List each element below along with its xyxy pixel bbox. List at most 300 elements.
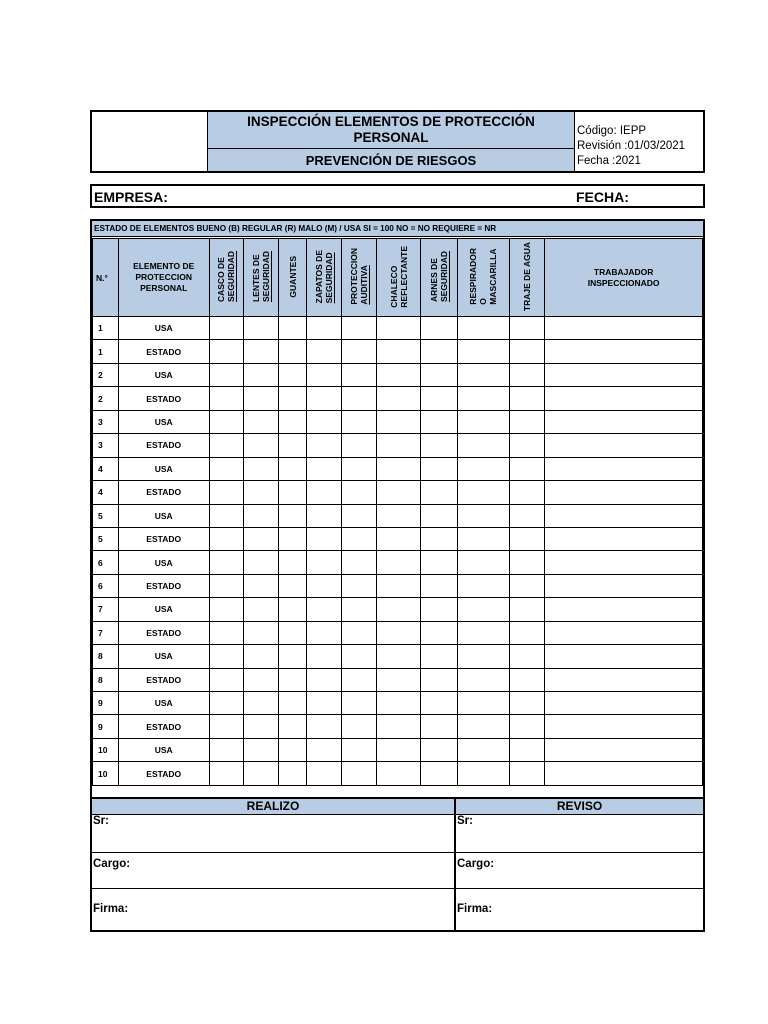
row-number: 9 [93,692,119,715]
cell-proteccion[interactable] [341,317,377,340]
table-row [93,481,703,504]
row-type: ESTADO [118,762,209,785]
document-header [90,110,705,173]
cell-casco[interactable] [209,504,244,527]
row-type: ESTADO [118,387,209,410]
cell-trabajador[interactable] [545,387,703,410]
table-row [93,645,703,668]
cell-lentes[interactable] [244,668,279,691]
row-type: ESTADO [118,527,209,550]
cell-arnes[interactable] [421,340,458,363]
row-number: 5 [93,527,119,550]
cell-proteccion[interactable] [341,645,377,668]
reviso-cargo-field[interactable] [456,853,703,889]
cell-chaleco[interactable] [377,762,421,785]
cell-trabajador[interactable] [545,762,703,785]
table-row [93,668,703,691]
table-row [93,434,703,457]
cell-casco[interactable] [209,692,244,715]
row-number: 9 [93,715,119,738]
cell-lentes[interactable] [244,363,279,386]
col-element: ELEMENTO DE PROTECCION PERSONAL [118,239,209,317]
cell-respirador[interactable] [457,481,509,504]
cell-casco[interactable] [209,645,244,668]
realizo-cargo-field[interactable] [92,853,454,889]
cell-proteccion[interactable] [341,551,377,574]
cell-casco[interactable] [209,457,244,480]
cell-lentes[interactable] [244,621,279,644]
cell-trabajador[interactable] [545,645,703,668]
cell-proteccion[interactable] [341,527,377,550]
cell-arnes[interactable] [421,317,458,340]
col-chaleco: CHALECO REFLECTANTE [377,239,421,317]
cell-arnes[interactable] [421,527,458,550]
cell-guantes[interactable] [279,410,307,433]
row-type: ESTADO [118,574,209,597]
cell-trabajador[interactable] [545,574,703,597]
cell-proteccion[interactable] [341,504,377,527]
cell-trabajador[interactable] [545,363,703,386]
cell-zapatos[interactable] [306,363,341,386]
cell-casco[interactable] [209,363,244,386]
cell-zapatos[interactable] [306,317,341,340]
cell-respirador[interactable] [457,410,509,433]
cell-guantes[interactable] [279,762,307,785]
cell-traje[interactable] [509,715,545,738]
cell-chaleco[interactable] [377,621,421,644]
cell-arnes[interactable] [421,762,458,785]
col-number: N.° [93,239,119,317]
cell-chaleco[interactable] [377,738,421,761]
cell-zapatos[interactable] [306,668,341,691]
cell-proteccion[interactable] [341,387,377,410]
table-row [93,738,703,761]
cell-chaleco[interactable] [377,551,421,574]
cell-casco[interactable] [209,410,244,433]
cell-casco[interactable] [209,551,244,574]
row-type: USA [118,504,209,527]
col-lentes: LENTES DE SEGURIDAD [244,239,279,317]
cell-lentes[interactable] [244,762,279,785]
cell-zapatos[interactable] [306,527,341,550]
cell-trabajador[interactable] [545,598,703,621]
cell-respirador[interactable] [457,762,509,785]
cell-chaleco[interactable] [377,645,421,668]
document-title: INSPECCIÓN ELEMENTOS DE PROTECCIÓN PERSONAL [208,112,575,149]
cell-proteccion[interactable] [341,598,377,621]
cell-respirador[interactable] [457,715,509,738]
cell-zapatos[interactable] [306,387,341,410]
row-type: USA [118,457,209,480]
cell-arnes[interactable] [421,387,458,410]
cell-proteccion[interactable] [341,692,377,715]
table-row [93,527,703,550]
table-row [93,457,703,480]
cell-proteccion[interactable] [341,668,377,691]
cell-traje[interactable] [509,621,545,644]
table-row [93,692,703,715]
cell-arnes[interactable] [421,363,458,386]
cell-zapatos[interactable] [306,481,341,504]
cell-casco[interactable] [209,340,244,363]
cell-guantes[interactable] [279,598,307,621]
cell-traje[interactable] [509,762,545,785]
cell-proteccion[interactable] [341,481,377,504]
cell-lentes[interactable] [244,645,279,668]
cell-arnes[interactable] [421,574,458,597]
row-number: 7 [93,598,119,621]
cell-traje[interactable] [509,434,545,457]
cell-respirador[interactable] [457,645,509,668]
cell-lentes[interactable] [244,715,279,738]
cell-casco[interactable] [209,434,244,457]
cell-proteccion[interactable] [341,738,377,761]
cell-guantes[interactable] [279,481,307,504]
realizo-cargo-label: Cargo: [93,858,131,870]
cell-trabajador[interactable] [545,668,703,691]
document-subtitle: PREVENCIÓN DE RIESGOS [208,149,575,171]
col-zapatos: ZAPATOS DE SEGURIDAD [306,239,341,317]
row-type: USA [118,363,209,386]
inspection-rows [93,317,703,786]
cell-lentes[interactable] [244,504,279,527]
cell-traje[interactable] [509,504,545,527]
cell-chaleco[interactable] [377,457,421,480]
cell-casco[interactable] [209,574,244,597]
cell-respirador[interactable] [457,434,509,457]
cell-respirador[interactable] [457,387,509,410]
cell-trabajador[interactable] [545,340,703,363]
row-number: 2 [93,387,119,410]
row-type: USA [118,645,209,668]
inspection-table [92,238,703,786]
cell-arnes[interactable] [421,551,458,574]
company-label: EMPRESA: [94,189,168,205]
cell-arnes[interactable] [421,738,458,761]
row-type: USA [118,317,209,340]
cell-respirador[interactable] [457,363,509,386]
row-type: ESTADO [118,434,209,457]
reviso-firma-label: Firma: [457,903,493,915]
cell-respirador[interactable] [457,551,509,574]
cell-casco[interactable] [209,668,244,691]
cell-zapatos[interactable] [306,551,341,574]
cell-zapatos[interactable] [306,762,341,785]
cell-guantes[interactable] [279,340,307,363]
cell-arnes[interactable] [421,481,458,504]
cell-zapatos[interactable] [306,645,341,668]
cell-trabajador[interactable] [545,527,703,550]
cell-guantes[interactable] [279,621,307,644]
cell-traje[interactable] [509,738,545,761]
cell-guantes[interactable] [279,574,307,597]
reviso-sr-label: Sr: [457,815,473,827]
cell-proteccion[interactable] [341,457,377,480]
cell-trabajador[interactable] [545,481,703,504]
table-row [93,340,703,363]
cell-arnes[interactable] [421,668,458,691]
row-number: 6 [93,574,119,597]
cell-traje[interactable] [509,457,545,480]
reviso-header: REVISO [456,799,703,815]
cell-zapatos[interactable] [306,598,341,621]
date-label: FECHA: [576,189,629,205]
cell-lentes[interactable] [244,551,279,574]
row-number: 1 [93,317,119,340]
cell-traje[interactable] [509,574,545,597]
cell-guantes[interactable] [279,715,307,738]
cell-chaleco[interactable] [377,387,421,410]
cell-respirador[interactable] [457,738,509,761]
cell-lentes[interactable] [244,457,279,480]
cell-respirador[interactable] [457,504,509,527]
cell-proteccion[interactable] [341,363,377,386]
cell-arnes[interactable] [421,598,458,621]
cell-guantes[interactable] [279,645,307,668]
cell-chaleco[interactable] [377,692,421,715]
company-date-bar [90,184,705,208]
row-number: 4 [93,457,119,480]
cell-traje[interactable] [509,410,545,433]
cell-lentes[interactable] [244,434,279,457]
realizo-header: REALIZO [92,799,454,815]
row-number: 4 [93,481,119,504]
row-number: 10 [93,762,119,785]
document-revision: Revisión :01/03/2021 [577,140,686,152]
col-casco: CASCO DE SEGURIDAD [209,239,244,317]
table-row [93,551,703,574]
cell-lentes[interactable] [244,410,279,433]
cell-arnes[interactable] [421,410,458,433]
inspection-form [90,219,705,932]
cell-proteccion[interactable] [341,410,377,433]
row-type: USA [118,598,209,621]
cell-zapatos[interactable] [306,574,341,597]
table-header-row [93,239,703,317]
cell-arnes[interactable] [421,504,458,527]
row-number: 7 [93,621,119,644]
cell-traje[interactable] [509,481,545,504]
cell-zapatos[interactable] [306,340,341,363]
cell-respirador[interactable] [457,317,509,340]
cell-chaleco[interactable] [377,340,421,363]
cell-guantes[interactable] [279,527,307,550]
col-arnes: ARNES DE SEGURIDAD [421,239,458,317]
row-number: 2 [93,363,119,386]
col-respirador: RESPIRADOR O MASCARILLA [457,239,509,317]
reviso-firma-field[interactable] [456,889,703,931]
cell-lentes[interactable] [244,598,279,621]
cell-trabajador[interactable] [545,504,703,527]
cell-guantes[interactable] [279,387,307,410]
cell-guantes[interactable] [279,668,307,691]
cell-zapatos[interactable] [306,504,341,527]
cell-casco[interactable] [209,598,244,621]
cell-trabajador[interactable] [545,317,703,340]
cell-chaleco[interactable] [377,668,421,691]
cell-casco[interactable] [209,738,244,761]
table-row [93,387,703,410]
cell-proteccion[interactable] [341,434,377,457]
logo-area [92,112,208,171]
cell-chaleco[interactable] [377,317,421,340]
cell-casco[interactable] [209,481,244,504]
cell-lentes[interactable] [244,387,279,410]
cell-traje[interactable] [509,340,545,363]
cell-arnes[interactable] [421,715,458,738]
table-row [93,504,703,527]
cell-respirador[interactable] [457,598,509,621]
cell-trabajador[interactable] [545,551,703,574]
cell-zapatos[interactable] [306,692,341,715]
cell-chaleco[interactable] [377,527,421,550]
cell-respirador[interactable] [457,668,509,691]
realizo-sr-field[interactable] [92,815,454,853]
cell-traje[interactable] [509,598,545,621]
cell-respirador[interactable] [457,527,509,550]
table-row [93,363,703,386]
cell-traje[interactable] [509,527,545,550]
realizo-column [92,799,456,930]
cell-guantes[interactable] [279,692,307,715]
cell-casco[interactable] [209,621,244,644]
cell-trabajador[interactable] [545,457,703,480]
cell-arnes[interactable] [421,645,458,668]
row-type: USA [118,551,209,574]
cell-respirador[interactable] [457,621,509,644]
signature-section [92,797,703,930]
cell-zapatos[interactable] [306,715,341,738]
cell-zapatos[interactable] [306,457,341,480]
cell-guantes[interactable] [279,457,307,480]
cell-lentes[interactable] [244,692,279,715]
row-number: 6 [93,551,119,574]
cell-lentes[interactable] [244,738,279,761]
realizo-sr-label: Sr: [93,815,109,827]
cell-arnes[interactable] [421,457,458,480]
col-guantes: GUANTES [279,239,307,317]
row-type: ESTADO [118,715,209,738]
cell-lentes[interactable] [244,527,279,550]
cell-traje[interactable] [509,363,545,386]
reviso-sr-field[interactable] [456,815,703,853]
row-type: USA [118,692,209,715]
cell-zapatos[interactable] [306,434,341,457]
cell-zapatos[interactable] [306,738,341,761]
cell-zapatos[interactable] [306,410,341,433]
cell-lentes[interactable] [244,574,279,597]
cell-guantes[interactable] [279,434,307,457]
cell-trabajador[interactable] [545,692,703,715]
cell-trabajador[interactable] [545,410,703,433]
cell-zapatos[interactable] [306,621,341,644]
row-number: 1 [93,340,119,363]
cell-respirador[interactable] [457,692,509,715]
row-type: ESTADO [118,668,209,691]
cell-chaleco[interactable] [377,434,421,457]
row-number: 3 [93,434,119,457]
cell-casco[interactable] [209,762,244,785]
cell-guantes[interactable] [279,317,307,340]
table-row [93,621,703,644]
cell-lentes[interactable] [244,481,279,504]
cell-respirador[interactable] [457,457,509,480]
realizo-firma-field[interactable] [92,889,454,931]
col-proteccion: PROTECCION AUDITIVA [341,239,377,317]
cell-trabajador[interactable] [545,738,703,761]
row-number: 5 [93,504,119,527]
row-type: USA [118,738,209,761]
cell-casco[interactable] [209,715,244,738]
cell-chaleco[interactable] [377,504,421,527]
cell-lentes[interactable] [244,340,279,363]
cell-arnes[interactable] [421,434,458,457]
cell-chaleco[interactable] [377,715,421,738]
reviso-cargo-label: Cargo: [457,858,495,870]
table-row [93,715,703,738]
document-code: Código: IEPP [577,125,647,137]
cell-guantes[interactable] [279,551,307,574]
cell-arnes[interactable] [421,692,458,715]
cell-lentes[interactable] [244,317,279,340]
cell-traje[interactable] [509,387,545,410]
cell-chaleco[interactable] [377,574,421,597]
cell-trabajador[interactable] [545,621,703,644]
cell-traje[interactable] [509,692,545,715]
cell-traje[interactable] [509,645,545,668]
cell-guantes[interactable] [279,504,307,527]
cell-guantes[interactable] [279,363,307,386]
cell-guantes[interactable] [279,738,307,761]
table-row [93,317,703,340]
reviso-column [456,799,703,930]
row-type: USA [118,410,209,433]
cell-proteccion[interactable] [341,340,377,363]
cell-casco[interactable] [209,317,244,340]
table-row [93,574,703,597]
col-trabajador: TRABAJADOR INSPECCIONADO [545,239,703,317]
cell-casco[interactable] [209,387,244,410]
row-type: ESTADO [118,481,209,504]
table-row [93,598,703,621]
cell-proteccion[interactable] [341,715,377,738]
cell-chaleco[interactable] [377,481,421,504]
row-type: ESTADO [118,340,209,363]
cell-chaleco[interactable] [377,410,421,433]
cell-traje[interactable] [509,551,545,574]
cell-proteccion[interactable] [341,762,377,785]
cell-traje[interactable] [509,317,545,340]
col-traje: TRAJE DE AGUA [509,239,545,317]
realizo-firma-label: Firma: [93,903,129,915]
cell-arnes[interactable] [421,621,458,644]
cell-traje[interactable] [509,668,545,691]
cell-trabajador[interactable] [545,434,703,457]
cell-respirador[interactable] [457,574,509,597]
row-number: 3 [93,410,119,433]
row-number: 10 [93,738,119,761]
cell-proteccion[interactable] [341,574,377,597]
cell-respirador[interactable] [457,340,509,363]
status-legend: ESTADO DE ELEMENTOS BUENO (B) REGULAR (R) MALO (M) / USA SI = 100 NO = NO REQUIERE = NR [92,221,703,237]
cell-chaleco[interactable] [377,598,421,621]
cell-trabajador[interactable] [545,715,703,738]
cell-casco[interactable] [209,527,244,550]
cell-chaleco[interactable] [377,363,421,386]
row-type: ESTADO [118,621,209,644]
cell-proteccion[interactable] [341,621,377,644]
table-row [93,762,703,785]
